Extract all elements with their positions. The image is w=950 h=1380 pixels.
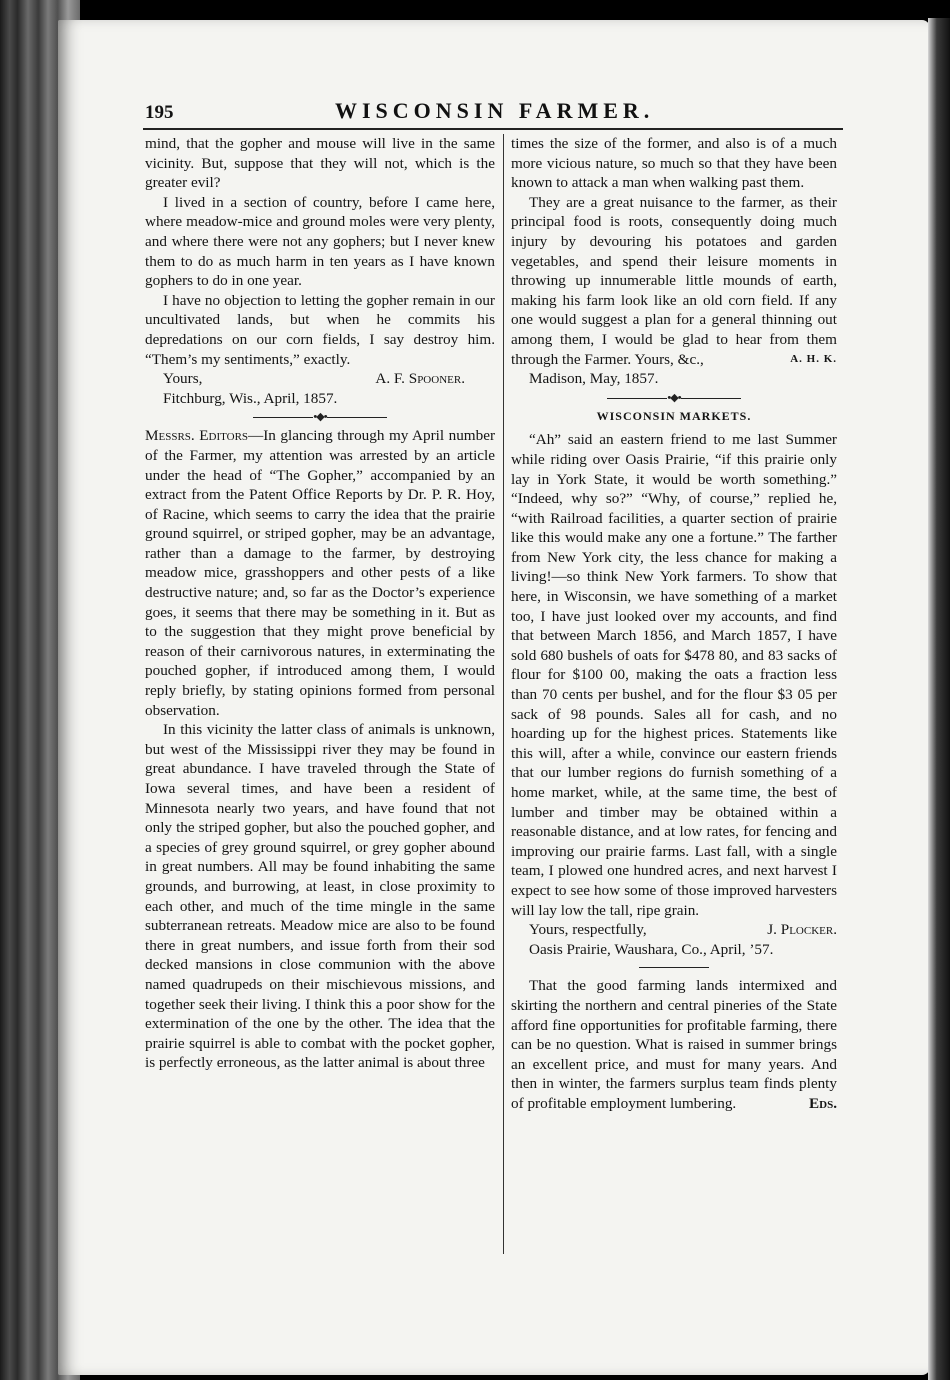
left-paragraph-5: In this vicinity the latter class of animals is unknown, but west of the Mississippi river they may be found in great abundance. I have traveled through the State of Iowa several times, and have been a resident of Minnesota nearly two years, and have found that not only the striped gopher, but also the pouched gopher, and a species of grey ground squirrel, or grey gopher abound in great numbers. All may be found inhabiting the same grounds, and burrowing, at least, in close proximity to each other, and much of the time mingle in the same subterranean retreats. Meadow mice are also to be found there in great numbers, and issue forth from their sod decked mansions in close communion with the above named quadrupeds on their mischievous missions, and together seek their living. I think this a poor show for the extermination of the one by the other. The idea that the prairie squirrel is able to combat with the pocket gopher, is perfectly erroneous, as the latter animal is about three bbox=[145, 721, 495, 1072]
signature-plocker bbox=[511, 920, 837, 940]
signature-salutation-2: Yours, respectfully, bbox=[529, 921, 647, 939]
ornament-separator-right: •◆• bbox=[511, 391, 837, 405]
running-title: WISCONSIN FARMER. bbox=[335, 98, 655, 123]
right-paragraph-4-text: That the good farming lands intermixed and skirting the northern and central pineries of the State afford fine opportunities for profitable farming, there can be no question. What is raised in summer brings an excellent price, and must for many years. And then in winter, the farmers surplus team finds plenty of profitable employment lumbering. bbox=[511, 977, 837, 1112]
page-number: 195 bbox=[145, 102, 174, 123]
right-paragraph-3: “Ah” said an eastern friend to me last Summer while riding over Oasis Prairie, “if this prairie only lay in York State, it would be worth something.” “Indeed, why so?” “Why, of course,” replied he, “with Railroad facilities, a quarter section of prairie like this would make any one a fortune.” The farther from New York city, the less chance for making a living!—so think New York farmers. To show that here, in Wisconsin, we have something of a market too, I have just looked over my accounts, and find that between March 1856, and March 1857, I have sold 680 bushels of oats for $478 80, and 83 sacks of flour for $100 00, making the oats a fraction less than 70 cents per bushel, and for the flour $3 05 per sack of 98 pounds. Sales all for cash, and no hoarding up for the highest prices. Statements like this will, after a while, convince our eastern friends that our lumber regions do furnish something of a home market, while, at the same time, the best of lumber and timber may be obtained within a reasonable distance, and at low rates, for fencing and improving our prairie farms. Last fall, with a single team, I plowed one hundred acres, and next harvest I expect to see how some of those improved harvesters will lay low the tall, ripe grain. bbox=[511, 431, 837, 919]
left-paragraph-4 bbox=[145, 426, 495, 720]
right-paragraph-2-text: They are a great nuisance to the farmer, as their principal food is roots, consequently doing much injury by devouring his potatoes and garden vegetables, and spend their leisure moments in throwing up innumerable little mounds of earth, making his farm look like an old corn field. If any one would suggest a plan for a general thinning out among them, I would be glad to hear from them through the Farmer. Yours, &c., bbox=[511, 193, 837, 368]
dateline-fitchburg: Fitchburg, Wis., April, 1857. bbox=[163, 389, 338, 407]
page-edge-shadow bbox=[928, 18, 950, 1380]
short-rule bbox=[639, 967, 709, 968]
signature-eds: Eds. bbox=[809, 1094, 837, 1112]
dateline-madison: Madison, May, 1857. bbox=[529, 370, 659, 388]
signature-ahk: A. H. K. bbox=[790, 352, 837, 365]
header-rule bbox=[143, 128, 843, 130]
signature-name: A. F. Spooner. bbox=[375, 370, 465, 388]
left-paragraph-1: mind, that the gopher and mouse will live in the same vicinity. But, suppose that they will not, which is the greater evil? bbox=[145, 135, 495, 192]
salutation-editors: Messrs. Editors bbox=[145, 427, 249, 445]
right-paragraph-2 bbox=[511, 193, 837, 369]
column-divider bbox=[503, 134, 504, 1254]
section-heading-markets: WISCONSIN MARKETS. bbox=[596, 408, 752, 423]
ornament-separator: •◆• bbox=[145, 410, 495, 424]
left-paragraph-4-text: —In glancing through my April number of the Farmer, my attention was arrested by an article under the head of “The Gopher,” accompanied by an extract from the Patent Office Reports by Dr. P. R. Hoy, of Racine, which seems to carry the idea that the prairie ground squirrel, or striped gopher, may be an advantage, rather than a damage to the farmer, by destroying meadow mice, grasshoppers and other pests of a like destructive nature; and, so far as the Doctor’s experience goes, it seems that there may be something in it. But as to the suggestion that they might prove beneficial by reason of their carnivorous natures, in exterminating the pouched gopher, if introduced among them, I would reply briefly, by stating opinions formed from personal observation. bbox=[145, 427, 495, 719]
right-column bbox=[511, 134, 837, 1114]
signature-spooner bbox=[145, 369, 495, 389]
dateline-oasis: Oasis Prairie, Waushara, Co., April, ’57. bbox=[529, 940, 774, 958]
right-paragraph-4 bbox=[511, 976, 837, 1113]
left-paragraph-2: I lived in a section of country, before I came here, where meadow-mice and ground moles were very plenty, and where there were not any gophers; but I never knew them to do as much harm in ten years as I have known gophers to do in one year. bbox=[145, 193, 495, 290]
left-paragraph-3: I have no objection to letting the gopher remain in our uncultivated lands, but when he commits his depredations on our corn fields, I say destroy him. “Them’s my sentiments,” exactly. bbox=[145, 291, 495, 368]
right-paragraph-1: times the size of the former, and also is of a much more vicious nature, so much so that they have been known to attack a man when walking past them. bbox=[511, 135, 837, 192]
signature-salutation: Yours, bbox=[163, 370, 203, 388]
left-column bbox=[145, 134, 495, 1073]
signature-name-2: J. Plocker. bbox=[767, 921, 837, 939]
